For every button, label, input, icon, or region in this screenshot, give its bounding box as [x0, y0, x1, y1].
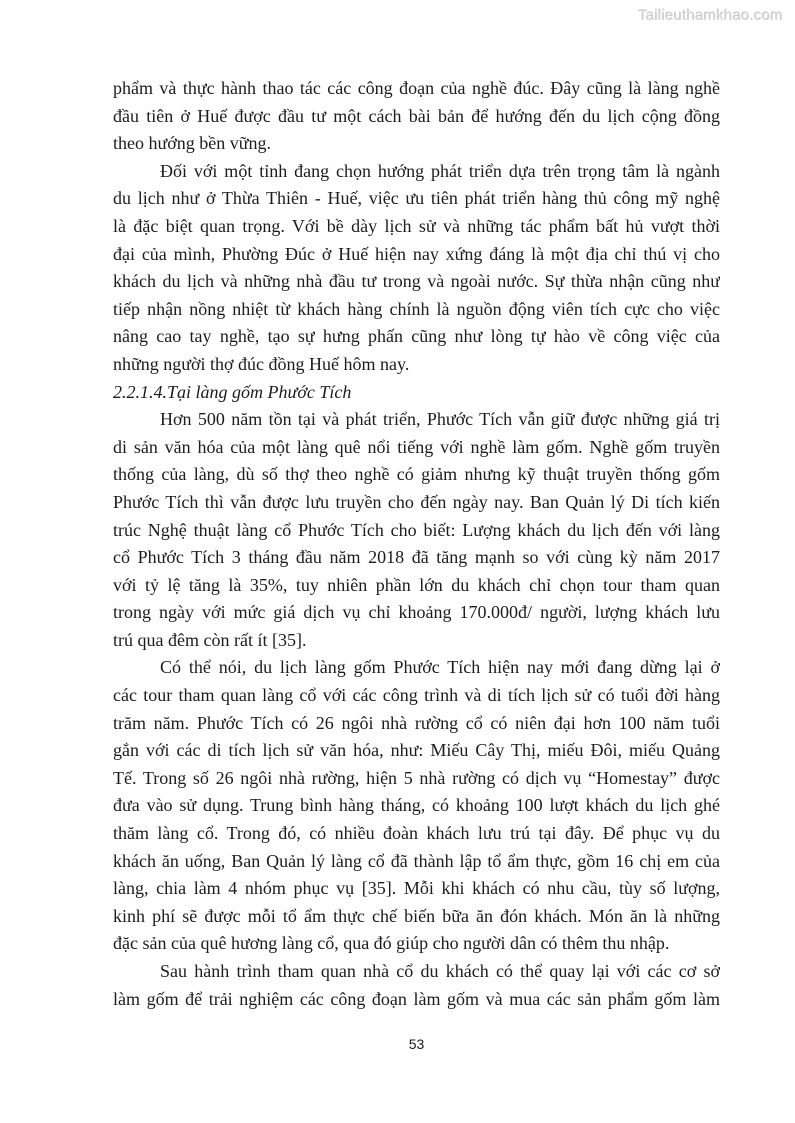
text-line: làng, chia làm 4 nhóm phục vụ [35]. Mỗi khi khách có nhu cầu, tùy số lượng,	[113, 878, 720, 899]
text-line: đại của mình, Phường Đúc ở Huế hiện nay xứng đáng là một địa chỉ thú vị cho	[113, 243, 720, 264]
text-line: trúc Nghệ thuật làng cổ Phước Tích cho biết: Lượng khách du lịch đến với làng	[113, 519, 720, 540]
paragraph	[113, 75, 720, 158]
text-line: Hơn 500 năm tồn tại và phát triển, Phước Tích vẫn giữ được những giá trị	[160, 409, 720, 430]
text-line: tiếp nhận nồng nhiệt từ khách hàng chính là nguồn động viên tích cực cho việc	[113, 298, 720, 319]
text-line: Phước Tích thì vẫn được lưu truyền cho đến ngày nay. Ban Quản lý Di tích kiến	[113, 491, 720, 512]
text-line: những người thợ đúc đồng Huế hôm nay.	[113, 353, 410, 374]
text-line: theo hướng bền vững.	[113, 133, 272, 154]
text-line: gắn với các di tích lịch sử văn hóa, như: Miếu Cây Thị, miếu Đôi, miếu Quảng	[113, 740, 720, 761]
paragraph	[113, 654, 720, 958]
text-line: Có thể nói, du lịch làng gốm Phước Tích hiện nay mới đang dừng lại ở	[160, 657, 720, 678]
text-line: với tỷ lệ tăng là 35%, tuy nhiên phần lớn du khách chỉ chọn tour tham quan	[113, 574, 720, 595]
text-line: di sản văn hóa của một làng quê nổi tiếng với nghề làm gốm. Nghề gốm truyền	[113, 436, 720, 457]
text-line: là đặc biệt quan trọng. Với bề dày lịch sử và những tác phẩm bất hủ vượt thời	[113, 215, 720, 236]
paragraph	[113, 158, 720, 379]
text-line: trú qua đêm còn rất ít [35].	[113, 629, 307, 650]
document-body	[113, 75, 720, 1013]
text-line: đầu tiên ở Huế được đầu tư một cách bài bản để hướng đến du lịch cộng đồng	[113, 105, 720, 126]
text-line: khách ăn uống, Ban Quản lý làng cổ đã thành lập tổ ẩm thực, gồm 16 chị em của	[113, 850, 720, 871]
text-line: trong ngày với mức giá dịch vụ chỉ khoảng 170.000đ/ người, lượng khách lưu	[113, 602, 720, 623]
text-line: Sau hành trình tham quan nhà cổ du khách có thể quay lại với các cơ sở	[160, 961, 720, 981]
paragraph	[113, 958, 720, 1013]
text-line: đưa vào sử dụng. Trung bình hàng tháng, có khoảng 100 lượt khách du lịch ghé	[113, 795, 720, 816]
text-line: thăm làng cổ. Trong đó, có nhiều đoàn khách lưu trú tại đây. Để phục vụ du	[113, 823, 720, 844]
text-line: cổ Phước Tích 3 tháng đầu năm 2018 đã tăng mạnh so với cùng kỳ năm 2017	[113, 547, 720, 568]
text-line: trăm năm. Phước Tích có 26 ngôi nhà rường cổ có niên đại hơn 100 năm tuổi	[113, 712, 720, 733]
text-line: Tế. Trong số 26 ngôi nhà rường, hiện 5 nhà rường có dịch vụ “Homestay” được	[113, 767, 720, 788]
text-line: phẩm và thực hành thao tác các công đoạn của nghề đúc. Đây cũng là làng nghề	[113, 78, 720, 98]
paragraph	[113, 406, 720, 654]
text-line: kinh phí sẽ được mỗi tổ ẩm thực chế biến bữa ăn đón khách. Món ăn là những	[113, 905, 720, 926]
section-heading	[113, 379, 720, 407]
text-line: thống của làng, dù số thợ theo nghề có giảm nhưng kỹ thuật truyền thống gốm	[113, 464, 720, 485]
text-line: khách du lịch và những nhà đầu tư trong và ngoài nước. Sự thừa nhận cũng như	[113, 271, 720, 292]
text-line: 2.2.1.4.Tại làng gốm Phước Tích	[113, 381, 352, 402]
page-number: 53	[408, 1036, 425, 1052]
text-line: Đối với một tỉnh đang chọn hướng phát triển dựa trên trọng tâm là ngành	[160, 160, 720, 181]
text-line: nâng cao tay nghề, tạo sự hưng phấn cũng như lòng tự hào về công việc của	[113, 326, 720, 347]
text-line: du lịch như ở Thừa Thiên - Huế, việc ưu tiên phát triển hàng thủ công mỹ nghệ	[113, 188, 720, 209]
text-line: đặc sản của quê hương làng cổ, qua đó giúp cho người dân có thêm thu nhập.	[113, 933, 670, 954]
text-line: làm gốm để trải nghiệm các công đoạn làm gốm và mua các sản phẩm gốm làm	[113, 988, 720, 1009]
watermark: Tailieuthamkhao.com	[638, 7, 783, 24]
text-line: các tour tham quan làng cổ với các công trình và di tích lịch sử có tuổi đời hàng	[113, 685, 720, 706]
